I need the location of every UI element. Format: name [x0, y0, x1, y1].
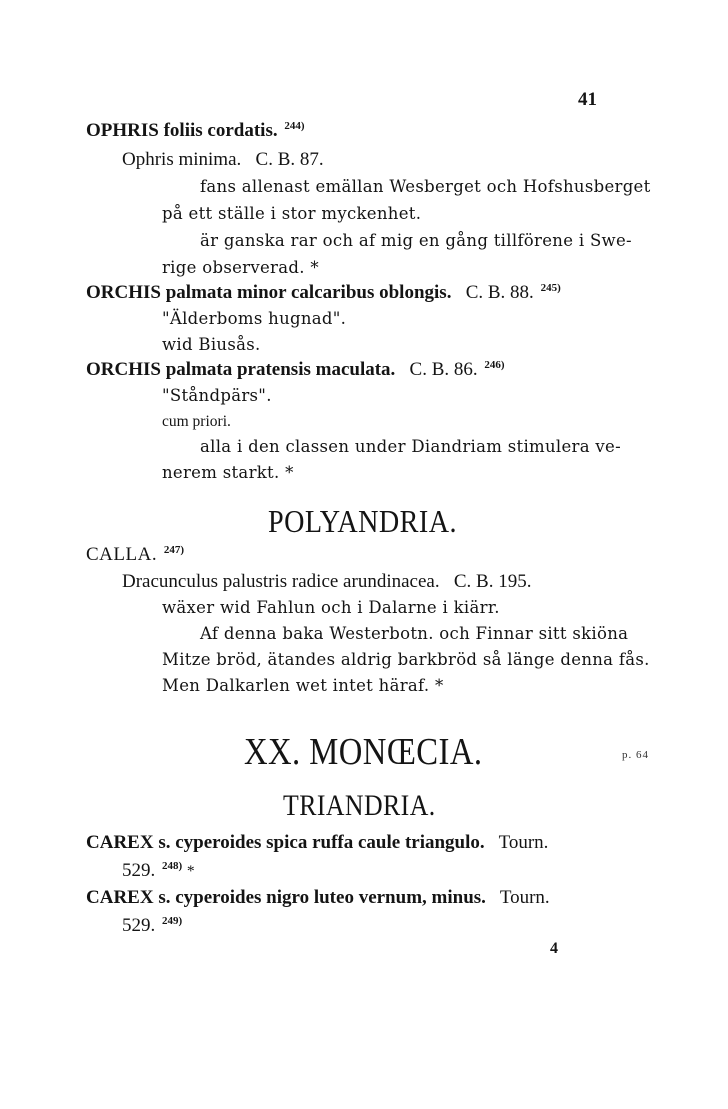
entry-ophris-synonym	[122, 150, 324, 169]
margin-page-reference: p. 64	[622, 749, 649, 761]
vernacular-name: "Ståndpärs".	[162, 386, 272, 405]
synonym-text: Dracunculus palustris radice arundinacea.	[122, 571, 440, 592]
footnote-marker: 247)	[163, 544, 184, 556]
swedish-note-line: är ganska rar och af mig en gång tillförene i Swe-	[200, 231, 632, 250]
swedish-note-line: nerem starkt. *	[162, 463, 294, 482]
footnote-marker: 244)	[284, 120, 305, 132]
reference-text: C. B. 86.	[409, 359, 478, 380]
entry-carex-1-cont	[122, 861, 195, 880]
signature-mark: 4	[550, 940, 558, 957]
class-name: MONŒCIA.	[309, 731, 483, 773]
locality-note: cum priori.	[162, 413, 231, 430]
species-diagnosis: s. cyperoides spica ruffa caule triangulo.	[158, 832, 485, 853]
swedish-note-line: på ett ställe i stor myckenhet.	[162, 204, 422, 223]
genus-name: ORCHIS	[86, 359, 161, 380]
genus-name: CAREX	[86, 887, 154, 908]
reference-text: Tourn.	[498, 832, 549, 853]
reference-page: 529.	[122, 915, 156, 936]
genus-name: CAREX	[86, 832, 154, 853]
species-diagnosis: foliis cordatis.	[163, 120, 278, 141]
synonym-text: Ophris minima.	[122, 149, 242, 170]
reference-page: 529.	[122, 860, 156, 881]
footnote-marker: 248)	[162, 860, 183, 872]
page-number: 41	[578, 89, 597, 110]
swedish-note-line: Men Dalkarlen wet intet häraf. *	[162, 676, 444, 695]
swedish-note-line: rige observerad. *	[162, 258, 319, 277]
entry-orchis-1-heading	[86, 283, 561, 302]
reference-text: Tourn.	[499, 887, 550, 908]
entry-carex-1	[86, 833, 548, 852]
reference-text: C. B. 87.	[255, 149, 324, 170]
section-heading-triandria: TRIANDRIA.	[283, 789, 436, 822]
entry-calla-heading	[86, 545, 184, 564]
swedish-note-line: fans allenast emällan Wesberget och Hofshusberget	[200, 177, 651, 196]
genus-name: OPHRIS	[86, 120, 159, 141]
species-diagnosis: palmata pratensis maculata.	[165, 359, 396, 380]
reference-text: C. B. 88.	[465, 282, 534, 303]
swedish-note-line: Mitze bröd, ätandes aldrig barkbröd så länge denna fås.	[162, 650, 650, 669]
section-heading-polyandria: POLYANDRIA.	[268, 503, 457, 539]
class-number: XX.	[244, 731, 301, 773]
footnote-marker: 245)	[540, 282, 561, 294]
species-diagnosis: s. cyperoides nigro luteo vernum, minus.	[158, 887, 486, 908]
swedish-note-line: wäxer wid Fahlun och i Dalarne i kiärr.	[162, 598, 500, 617]
footnote-marker: 249)	[162, 915, 183, 927]
entry-carex-2	[86, 888, 550, 907]
species-diagnosis: palmata minor calcaribus oblongis.	[165, 282, 452, 303]
genus-name: CALLA.	[86, 544, 158, 565]
genus-name: ORCHIS	[86, 282, 161, 303]
entry-carex-2-cont	[122, 916, 182, 935]
footnote-marker: 246)	[484, 359, 505, 371]
vernacular-name: "Älderboms hugnad".	[162, 309, 347, 328]
locality-note: wid Biusås.	[162, 335, 261, 354]
entry-calla-synonym	[122, 572, 531, 591]
swedish-note-line: Af denna baka Westerbotn. och Finnar sitt skiöna	[200, 624, 629, 643]
entry-ophris-heading	[86, 121, 305, 140]
entry-orchis-2-heading	[86, 360, 505, 379]
star-mark: *	[186, 863, 195, 880]
class-heading-monoecia	[244, 733, 482, 771]
reference-text: C. B. 195.	[453, 571, 532, 592]
swedish-note-line: alla i den classen under Diandriam stimulera ve-	[200, 437, 621, 456]
